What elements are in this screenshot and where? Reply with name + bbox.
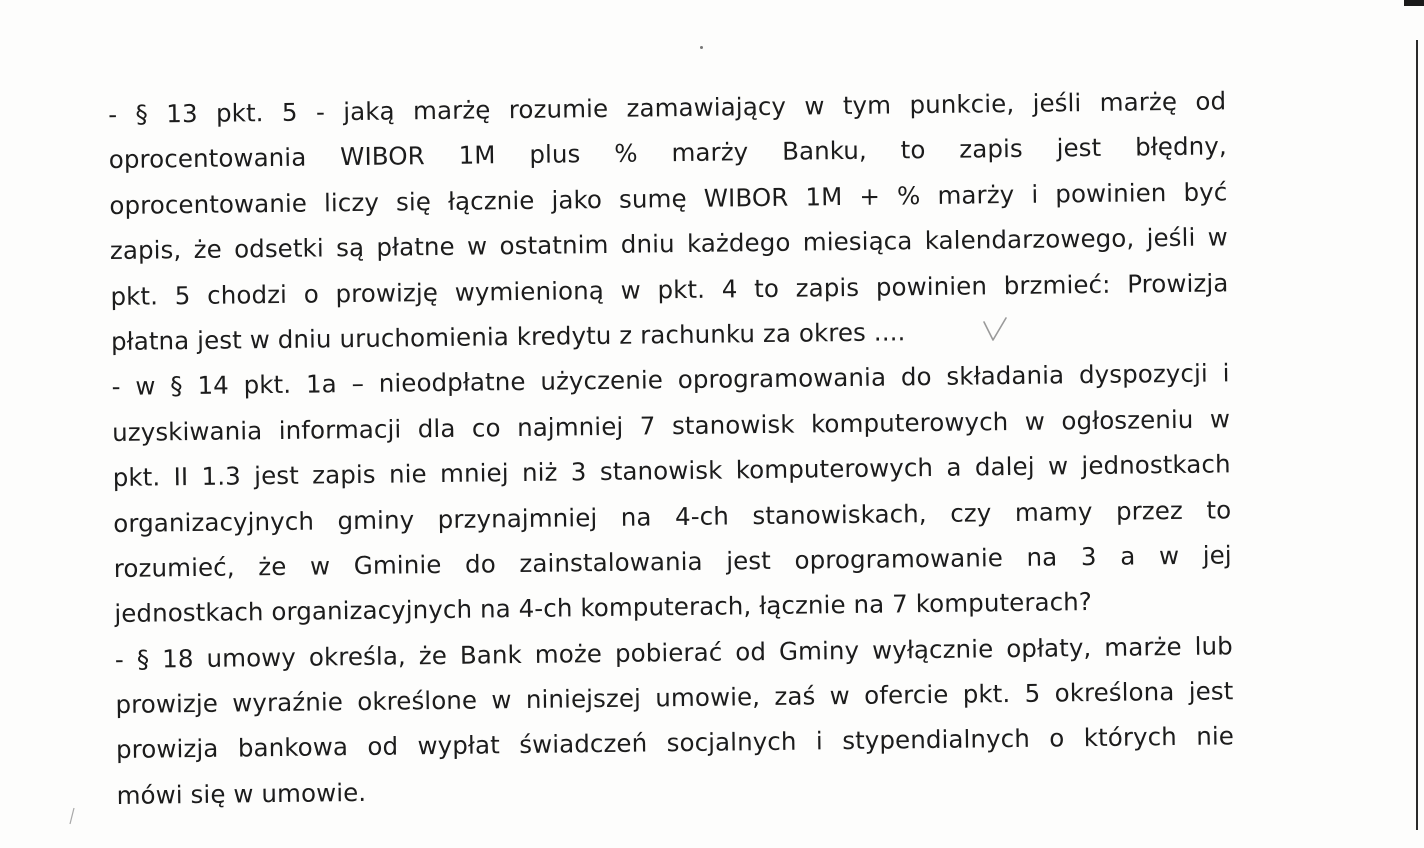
scan-speck — [700, 46, 703, 49]
text-line: oprocentowania WIBOR 1M plus % marży Banku, to zapis jest błędny, — [108, 131, 1227, 175]
text-line: oprocentowanie liczy się łącznie jako sumę WIBOR 1M + % marży i powinien być — [109, 177, 1228, 220]
text-line: pkt. 5 chodzi o prowizję wymienioną w pkt. 4 to zapis powinien brzmieć: Prowizja — [110, 267, 1229, 311]
text-line: pkt. II 1.3 jest zapis nie mniej niż 3 stanowisk komputerowych a dalej w jednostkach — [112, 449, 1231, 493]
document-body — [108, 78, 1235, 818]
text-line: - § 13 pkt. 5 - jaką marżę rozumie zamawiający w tym punkcie, jeśli marżę od — [108, 86, 1227, 129]
text-line: - § 18 umowy określa, że Bank może pobierać od Gminy wyłącznie opłaty, marże lub — [114, 630, 1234, 674]
text-line: prowizja bankowa od wypłat świadczeń socjalnych i stypendialnych o których nie — [115, 721, 1235, 765]
text-line: - w § 14 pkt. 1a – nieodpłatne użyczenie oprogramowania do składania dyspozycji i — [111, 358, 1230, 402]
text-line: uzyskiwania informacji dla co najmniej 7 stanowisk komputerowych w ogłoszeniu w — [111, 404, 1231, 447]
text-line: organizacyjnych gminy przynajmniej na 4-ch stanowiskach, czy mamy przez to — [113, 494, 1232, 538]
handwritten-check-icon — [980, 316, 1010, 346]
text-line: mówi się w umowie. — [116, 777, 367, 810]
text-line: prowizje wyraźnie określone w niniejszej umowie, zaś w ofercie pkt. 5 określona jest — [115, 676, 1234, 720]
text-line: płatna jest w dniu uruchomienia kredytu z rachunku za okres .... — [110, 317, 906, 356]
scan-edge-top — [1404, 0, 1424, 6]
scan-mark — [68, 806, 76, 826]
text-line: zapis, że odsetki są płatne w ostatnim dniu każdego miesiąca kalendarzowego, jeśli w — [109, 222, 1229, 266]
scan-edge-right — [1416, 40, 1418, 830]
text-line: rozumieć, że w Gminie do zainstalowania jest oprogramowanie na 3 a w jej — [113, 540, 1232, 583]
text-line: jednostkach organizacyjnych na 4-ch komputerach, łącznie na 7 komputerach? — [114, 587, 1093, 629]
